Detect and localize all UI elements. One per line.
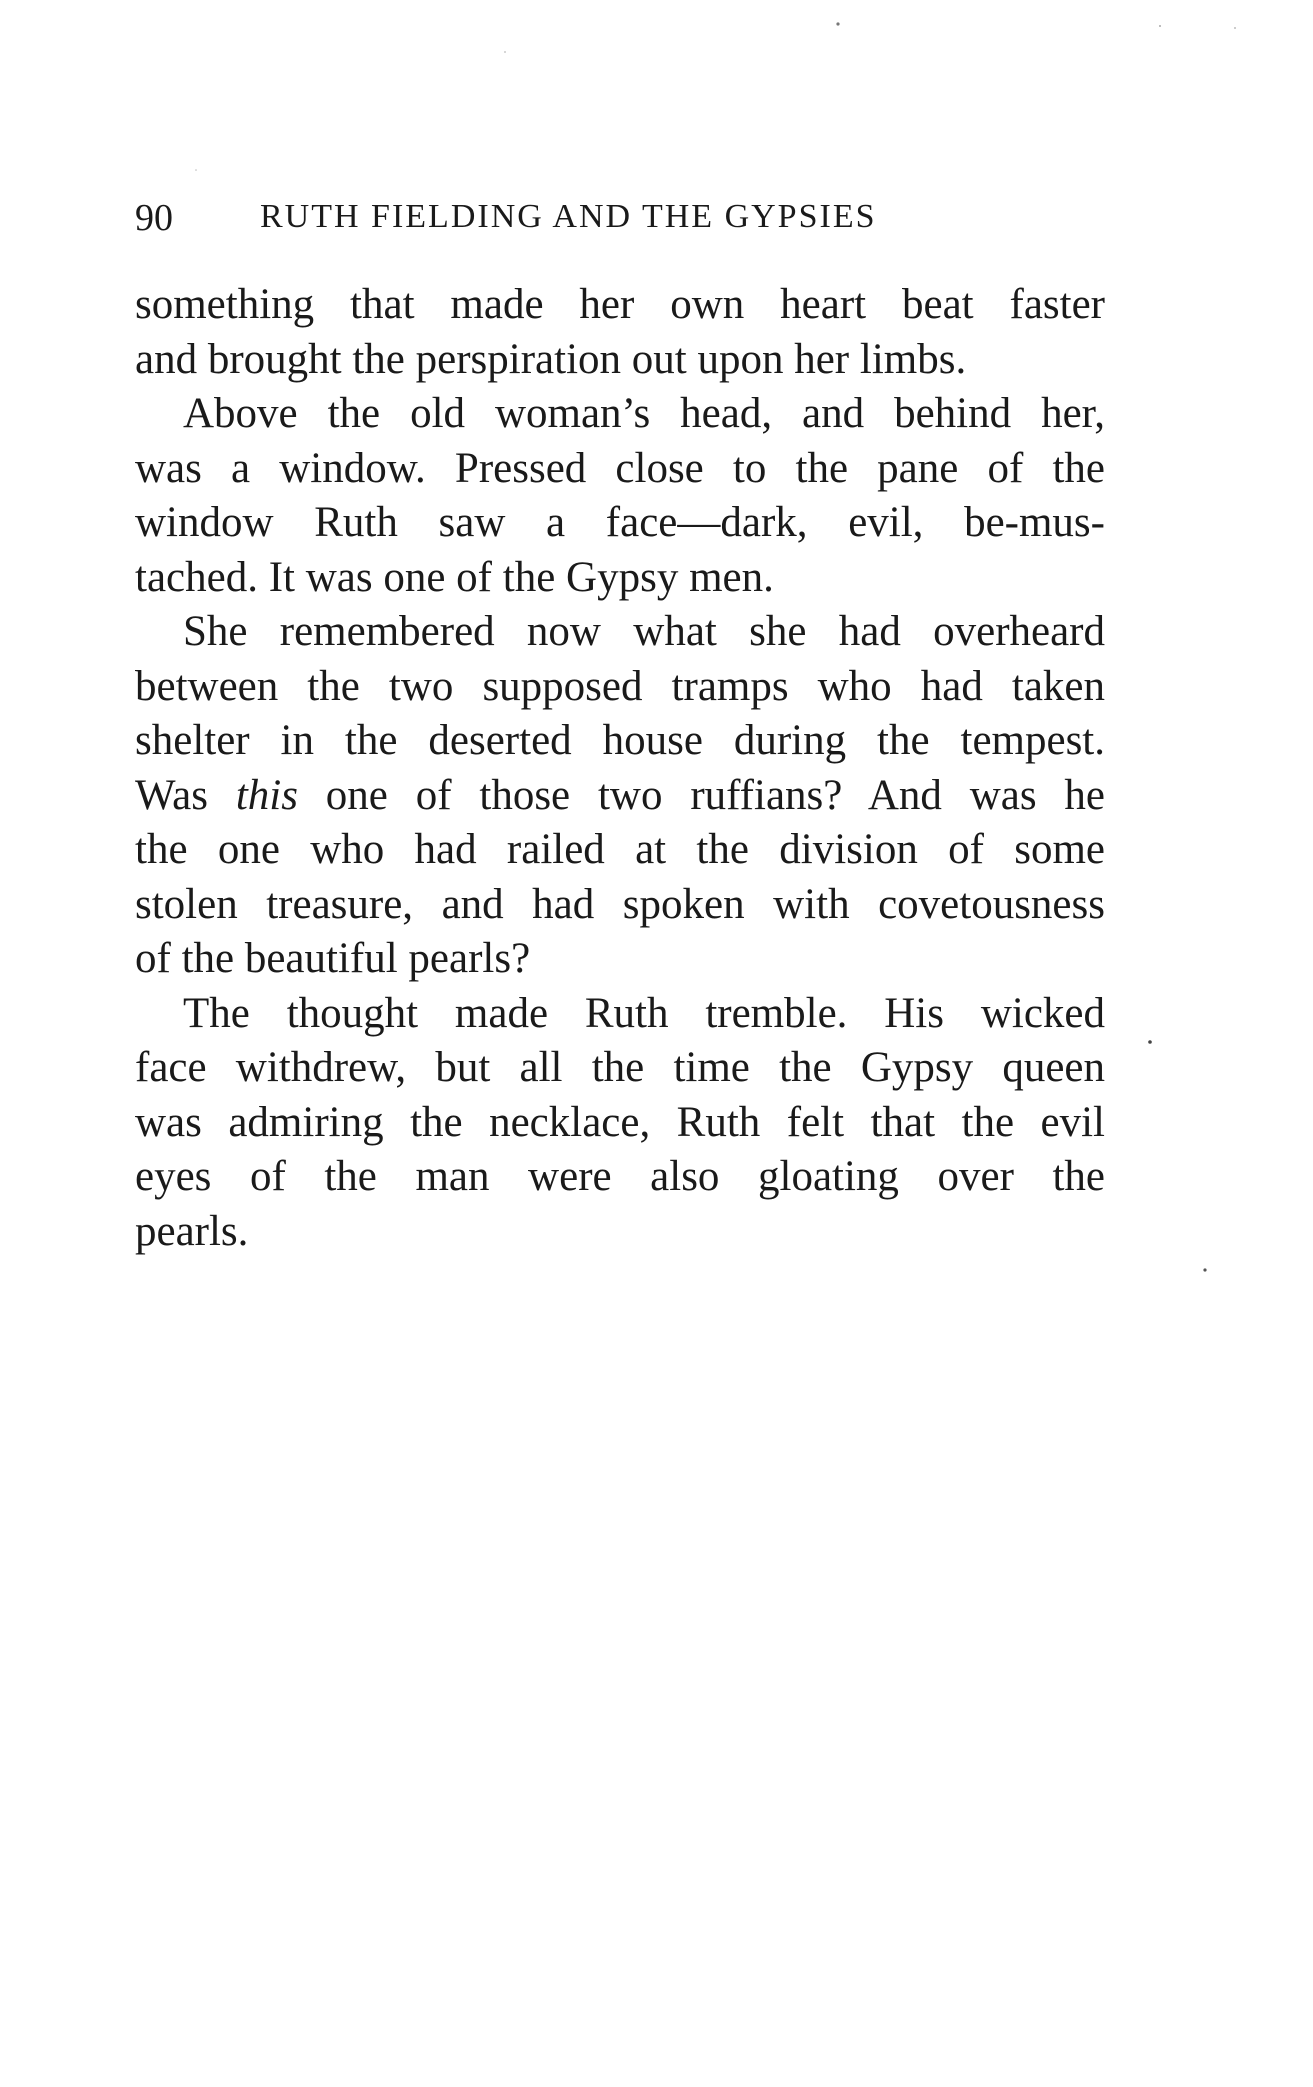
text-line: and brought the perspiration out upon her limbs. <box>135 335 967 383</box>
body-text <box>135 278 1105 1259</box>
text-line: was admiring the necklace, Ruth felt that the evil <box>135 1098 1105 1146</box>
text-line: between the two supposed tramps who had taken <box>135 662 1105 710</box>
text-line: was a window. Pressed close to the pane of the <box>135 444 1105 492</box>
text-line: of the beautiful pearls? <box>135 935 531 982</box>
text-line: window Ruth saw a face—dark, evil, be-mus- <box>135 499 1105 546</box>
text-line <box>135 769 1105 824</box>
text-line: face withdrew, but all the time the Gypsy queen <box>135 1044 1105 1091</box>
text-line: tached. It was one of the Gypsy men. <box>135 553 774 601</box>
text-line-prefix: Was <box>135 771 208 819</box>
text-line: shelter in the deserted house during the tempest. <box>135 717 1105 764</box>
running-title: RUTH FIELDING AND THE GYPSIES <box>260 198 877 235</box>
text-line: Above the old woman’s head, and behind her, <box>183 390 1105 437</box>
text-line: The thought made Ruth tremble. His wicked <box>183 989 1105 1037</box>
text-line: stolen treasure, and had spoken with covetousness <box>135 880 1105 928</box>
text-line: something that made her own heart beat faster <box>135 281 1105 328</box>
page-number: 90 <box>135 197 173 239</box>
running-head <box>135 196 1105 246</box>
text-line-rest: one of those two ruffians? And was he <box>325 771 1106 819</box>
text-line: pearls. <box>135 1207 249 1255</box>
text-line: She remembered now what she had overheard <box>183 608 1105 655</box>
text-line: the one who had railed at the division of some <box>135 826 1105 873</box>
text-line: eyes of the man were also gloating over the <box>135 1153 1105 1200</box>
italic-word: this <box>235 771 298 819</box>
